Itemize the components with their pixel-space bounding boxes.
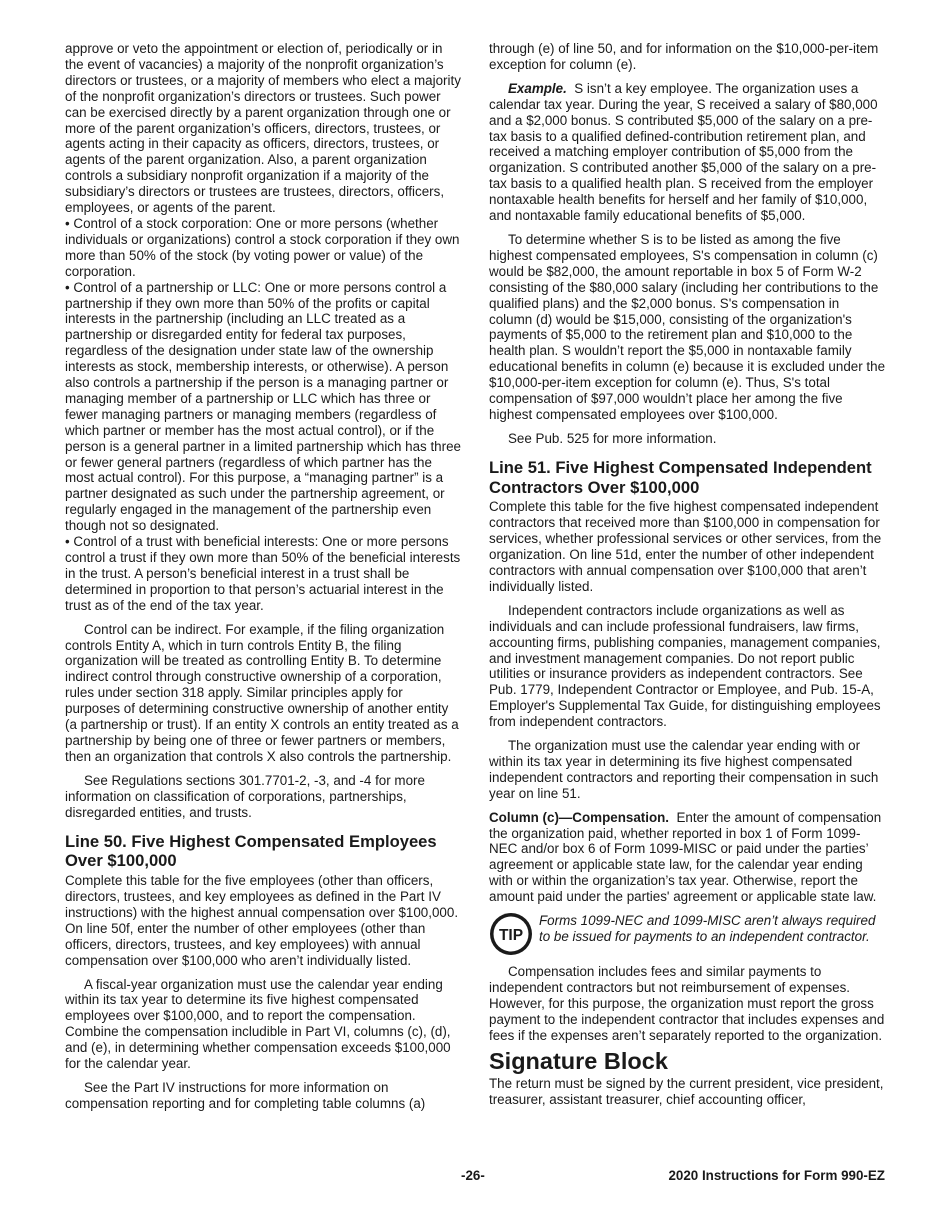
left-column: [65, 41, 461, 1112]
paragraph-see-regulations: See Regulations sections 301.7701-2, -3, and -4 for more information on classification of corporations, partnerships, disregarded entities, and trusts.: [65, 772, 425, 820]
paragraph-line50-fiscal-year: A fiscal-year organization must use the calendar year ending within its tax year to determine its five highest compensated employees over $100,000, and to report the compensation. Combine the compensation includible in Part VI, columns (c), (d), and (e), in determining whether compensation exceeds $100,000 for the calendar year.: [65, 976, 451, 1072]
paragraph-continued: through (e) of line 50, and for information on the $10,000-per-item exception for column (e).: [489, 41, 879, 72]
paragraph-determine: To determine whether S is to be listed as among the five highest compensated employees, S's compensation in column (c) would be $82,000, the amount reportable in box 5 of Form W-2 consisting of the $80,000 salary (including her contributions to the qualified plans) and the $2,000 bonus. S's compensation in column (d) would be $15,000, consisting of the organization's payments of $5,000 to the retirement plan and $10,000 to the health plan. S wouldn’t report the $5,000 in nontaxable family educational benefits in column (e) because it is excluded under the $10,000-per-item exception for column (e). Thus, S's total compensation of $97,000 wouldn’t place her among the five highest compensated employees over $100,000.: [489, 231, 886, 422]
column-c-text: Enter the amount of compensation the organization paid, whether reported in box 1 of Form 1099-NEC and/or box 6 of Form 1099-MISC or paid under the parties’ agreement or applicable state law, for the calendar year ending with or within the organization’s tax year. Otherwise, report the amount paid under the parties' agreement or applicable state law.: [489, 809, 882, 905]
paragraph-see-pub-525: See Pub. 525 for more information.: [508, 430, 717, 446]
page-footer: [0, 1168, 950, 1186]
paragraph-line50-complete: Complete this table for the five employees (other than officers, directors, trustees, and key employees as defined in the Part IV instructions) with the highest annual compensation over $100,000. On line 50f, enter the number of other employees (other than officers, directors, trustees, and key employees) with annual compensation over $100,000 who aren’t individually listed.: [65, 873, 459, 968]
bullet-stock-corporation: • Control of a stock corporation: One or more persons (whether individuals or organizations) control a stock corporation if they own more than 50% of the stock (by voting power or value) of the corporation.: [65, 216, 461, 280]
heading-line-50: Line 50. Five Highest Compensated Employees Over $100,000: [65, 831, 437, 871]
column-c-label: Column (c)—Compensation.: [489, 809, 670, 825]
heading-line-51: Line 51. Five Highest Compensated Independent Contractors Over $100,000: [489, 457, 872, 497]
paragraph-line51-complete: Complete this table for the five highest compensated independent contractors that received more than $100,000 in compensation for services, whether professional services or other services, from the organization. On line 51d, enter the number of other independent contractors with annual compensation over $100,000 that aren’t individually listed.: [489, 499, 882, 594]
tip-icon: [489, 912, 533, 956]
paragraph-compensation-fees: Compensation includes fees and similar payments to independent contractors but not reimbursement of expenses. However, for this purpose, the organization must report the gross payment to the independent contractor that includes expenses and fees if the expenses aren’t separately reported to the organization.: [489, 964, 885, 1043]
paragraph-example: [489, 81, 885, 224]
tip-callout: [489, 913, 885, 956]
paragraph-line51-calendar-year: The organization must use the calendar year ending with or within its tax year in determining its five highest compensated independent contractors and reporting their compensation in such year on line 51.: [489, 738, 879, 801]
paragraph-nonprofit-control: approve or veto the appointment or election of, periodically or in the event of vacancies) a majority of the nonprofit organization’s directors or trustees, or a majority of members who elect a majority of the nonprofit organization’s directors or trustees. Such power can be exercised directly by a parent organization through one or more of the parent organization’s officers, directors, trustees, or agents acting in their capacity as officers, directors, trustees, or agents of the parent organization. Also, a parent organization controls a subsidiary nonprofit organization if a majority of the subsidiary’s directors or trustees are trustees, directors, officers, employees, or agents of the parent.: [65, 41, 461, 216]
paragraph-indirect-control: Control can be indirect. For example, if the filing organization controls Entity A, which in turn controls Entity B, the filing organization will be treated as controlling Entity B. To determine indirect control through constructive ownership of a corporation, rules under section 318 apply. Similar principles apply for purposes of determining constructive ownership of another entity (a partnership or trust). If an entity X controls an entity treated as a partnership by being one of three or fewer partners or members, then an organization that controls X also controls the partnership.: [65, 621, 459, 764]
tip-text: Forms 1099-NEC and 1099-MISC aren’t always required to be issued for payments to an independent contractor.: [539, 913, 876, 944]
paragraph-line51-independent: Independent contractors include organizations as well as individuals and can include professional fundraisers, law firms, accounting firms, publishing companies, management companies, and investment management companies. Do not report public utilities or insurance providers as independent contractors. See Pub. 1779, Independent Contractor or Employee, and Pub. 15-A, Employer's Supplemental Tax Guide, for distinguishing employees from independent contractors.: [489, 602, 881, 730]
bullet-trust: • Control of a trust with beneficial interests: One or more persons control a trust if they own more than 50% of the beneficial interests in the trust. A person’s beneficial interest in a trust shall be determined in proportion to that person’s actuarial interest in the trust as of the end of the tax year.: [65, 534, 461, 614]
right-column: [489, 41, 885, 1107]
paragraph-line50-see-part-iv: See the Part IV instructions for more information on compensation reporting and for completing table columns (a): [65, 1079, 426, 1111]
paragraph-signature: The return must be signed by the current president, vice president, treasurer, assistant treasurer, chief accounting officer,: [489, 1075, 884, 1107]
paragraph-column-c: [489, 810, 885, 905]
bullet-partnership-llc: • Control of a partnership or LLC: One or more persons control a partnership if they own more than 50% of the profits or capital interests in the partnership (including an LLC treated as a partnership or disregarded entity for federal tax purposes, regardless of the designation under state law of the ownership interests as stock, membership interests, or otherwise). A person also controls a partnership if the person is a managing partner or managing member of a partnership or LLC which has three or fewer managing partners or managing members (regardless of which partner or member has the most actual control), or if the person is a general partner in a limited partnership which has three or fewer general partners (regardless of which partner has the most actual control). For this purpose, a “managing partner” is a partner designated as such under the partnership agreement, or regularly engaged in the management of the partnership even though not so designated.: [65, 280, 461, 535]
footer-title: 2020 Instructions for Form 990-EZ: [668, 1168, 885, 1183]
example-label: Example.: [508, 80, 567, 96]
heading-signature-block: Signature Block: [489, 1047, 668, 1074]
example-text: S isn’t a key employee. The organization uses a calendar tax year. During the year, S received a salary of $80,000 and a $2,000 bonus. S contributed $5,000 of the salary on a pre-tax basis to a qualified defined-contribution retirement plan, and received a matching employer contribution of $5,000 from the organization. S contributed another $5,000 of the salary on a pre-tax basis to a qualified health plan. S received from the employer nontaxable health benefits for herself and her family of $10,000, and nontaxable family educational benefits of $5,000.: [489, 80, 878, 224]
tip-icon-label: TIP: [498, 927, 524, 945]
page-number: -26-: [461, 1168, 485, 1183]
